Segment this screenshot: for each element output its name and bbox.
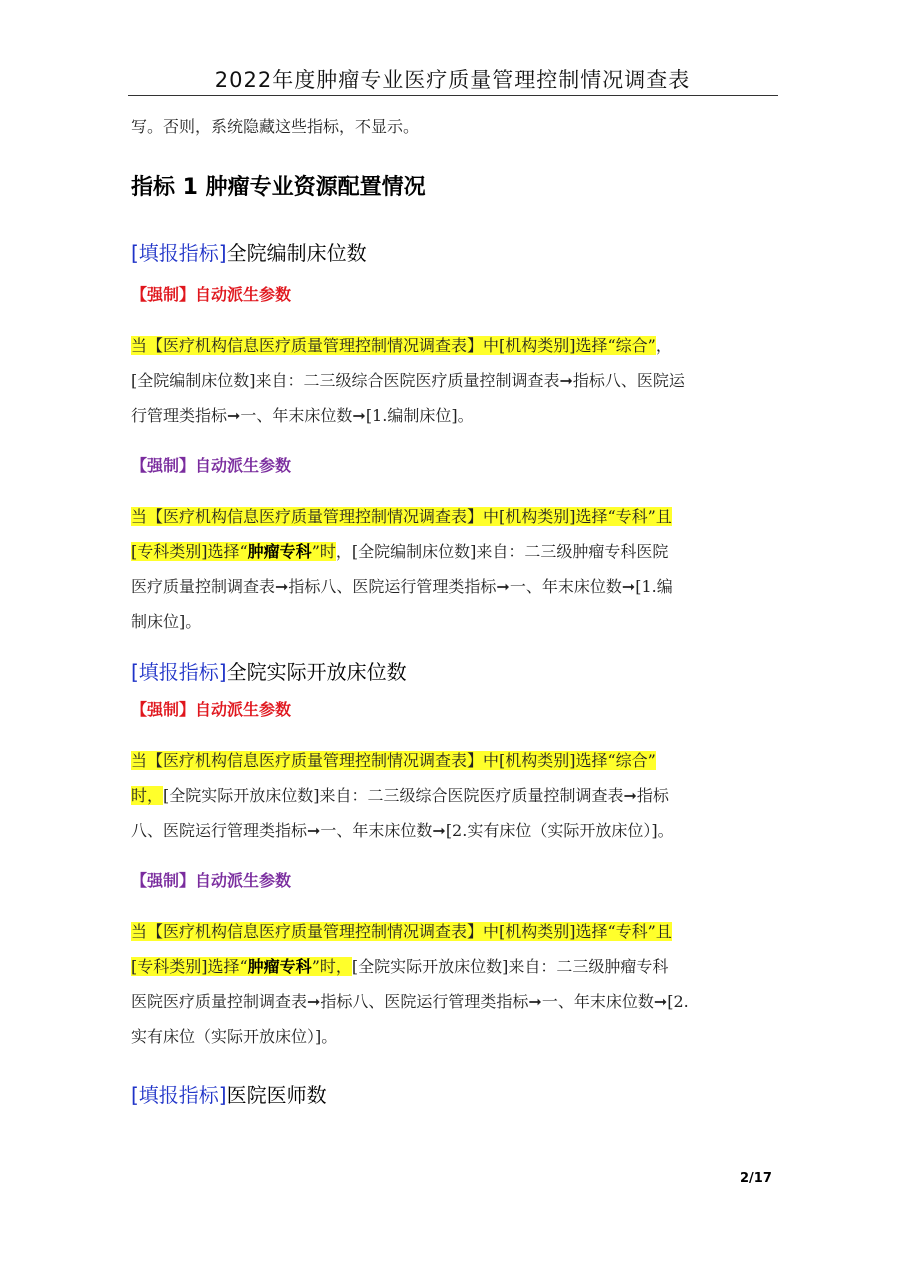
rule-text: ，: [655, 336, 672, 355]
rule-text: 行管理类指标➞一、年末床位数➞[1.编制床位]。: [131, 406, 474, 425]
rule-paragraph: [131, 328, 781, 433]
rule-text: [全院实际开放床位数]来自：二三级肿瘤专科: [351, 957, 669, 976]
page-number: 2/17: [740, 1171, 772, 1186]
rule-text: 医院医疗质量控制调查表➞指标八、医院运行管理类指标➞一、年末床位数➞[2.: [131, 992, 689, 1011]
section-title: 医院医师数: [226, 1083, 327, 1107]
section-title: 全院编制床位数: [226, 241, 367, 265]
section-title: 全院实际开放床位数: [226, 660, 407, 684]
rule-paragraph: [131, 743, 781, 848]
fill-indicator-tag: [填报指标]: [131, 241, 227, 265]
rule-text: 医疗质量控制调查表➞指标八、医院运行管理类指标➞一、年末床位数➞[1.编: [131, 577, 673, 596]
highlighted-text: 当【医疗机构信息医疗质量管理控制情况调查表】中[机构类别]选择“综合”: [131, 751, 656, 770]
document-body: [131, 112, 781, 1110]
highlighted-text: 当【医疗机构信息医疗质量管理控制情况调查表】中[机构类别]选择“综合”: [131, 336, 656, 355]
rule-paragraph: [131, 914, 781, 1054]
mandatory-rule-label: 【强制】自动派生参数: [131, 285, 292, 304]
header-divider: [128, 95, 778, 96]
mandatory-rule-label: 【强制】自动派生参数: [131, 456, 292, 475]
intro-text: 写。否则，系统隐藏这些指标，不显示。: [131, 117, 420, 136]
highlighted-text: 时，: [131, 786, 164, 805]
rule-text: [全院实际开放床位数]来自：二三级综合医院医疗质量控制调查表➞指标: [163, 786, 669, 805]
section-heading-physicians: [131, 1080, 781, 1110]
rule-paragraph: [131, 499, 781, 639]
fill-indicator-tag: [填报指标]: [131, 660, 227, 684]
indicator-heading: 指标 1 肿瘤专业资源配置情况: [131, 175, 426, 200]
mandatory-rule-label: 【强制】自动派生参数: [131, 700, 292, 719]
page-header-title: 2022年度肿瘤专业医疗质量管理控制情况调查表: [214, 68, 691, 92]
fill-indicator-tag: [填报指标]: [131, 1083, 227, 1107]
highlighted-text: 当【医疗机构信息医疗质量管理控制情况调查表】中[机构类别]选择“专科”且: [131, 507, 672, 526]
rule-text: [全院编制床位数]来自：二三级综合医院医疗质量控制调查表➞指标八、医院运: [131, 371, 685, 390]
section-heading-beds-authorized: [131, 238, 781, 268]
rule-text: 八、医院运行管理类指标➞一、年末床位数➞[2.实有床位（实际开放床位）]。: [131, 821, 674, 840]
mandatory-rule-label: 【强制】自动派生参数: [131, 871, 292, 890]
rule-text: 制床位]。: [131, 612, 202, 631]
highlighted-text: [专科类别]选择“肿瘤专科”时，: [131, 957, 352, 976]
section-heading-beds-open: [131, 657, 781, 687]
highlighted-text: [专科类别]选择“肿瘤专科”时: [131, 542, 336, 561]
rule-text: 实有床位（实际开放床位）]。: [131, 1027, 338, 1046]
highlighted-text: 当【医疗机构信息医疗质量管理控制情况调查表】中[机构类别]选择“专科”且: [131, 922, 672, 941]
rule-text: ，[全院编制床位数]来自：二三级肿瘤专科医院: [335, 542, 669, 561]
